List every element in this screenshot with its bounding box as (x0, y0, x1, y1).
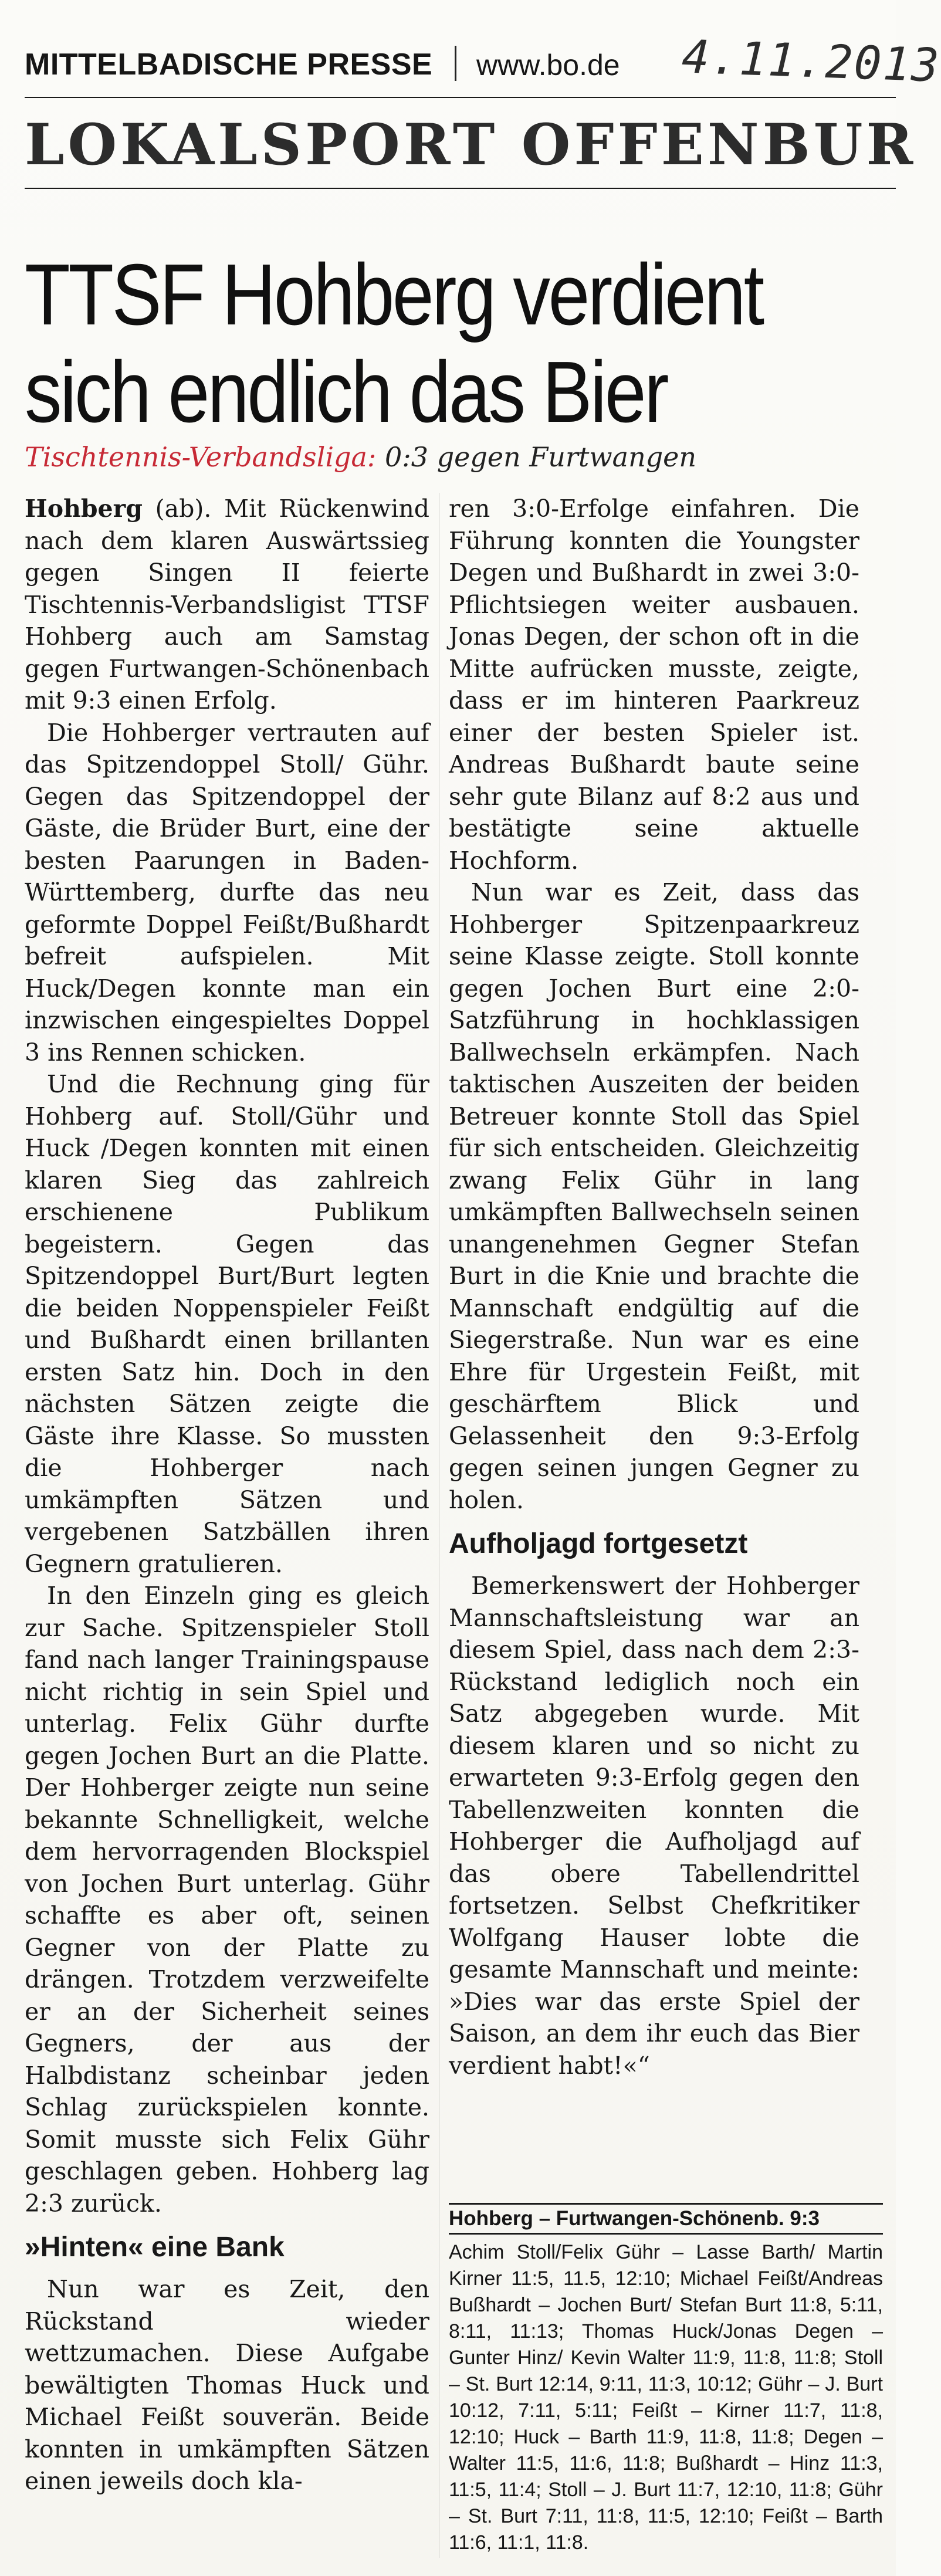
paragraph: In den Einzeln ging es gleich zur Sache. Spitzenspieler Stoll fand nach langer Trainingspause nicht richtig in sein Spiel und unterlag. Felix Gühr durfte gegen Jochen Burt an die Platte. Der Hohberger zeigte nun seine bekannte Schnelligkeit, welche dem hervorragenden Blockspiel von Jochen Burt unterlag. Gühr schaffte es aber oft, seinen Gegner von der Platte zu drängen. Trotzdem verzweifelte er an der Sicherheit seines Gegners, der aus der Halbdistanz scheinbar jeden Schlag zurückspielen konnte. Somit musste sich Felix Gühr geschlagen geben. Hohberg lag 2:3 zurück. (25, 1582, 429, 2218)
section-rule (25, 188, 896, 189)
masthead (25, 31, 941, 93)
section-title: LOKALSPORT OFFENBUR (25, 111, 917, 178)
paragraph: Die Hohberger vertrauten auf das Spitzendoppel Stoll/ Gühr. Gegen das Spitzendoppel der Gäste, die Brüder Burt, eine der besten Paarungen in Baden-Württemberg, durfte das neu geformte Doppel Feißt/Bußhardt befreit aufspielen. Mit Huck/Degen konnte man ein inzwischen eingespieltes Doppel 3 ins Rennen schicken. (25, 718, 429, 1067)
subheading-aufholjagd: Aufholjagd fortgesetzt (449, 1528, 748, 1559)
subhead-league: Tischtennis-Verbandsliga: (25, 441, 377, 473)
results-box (449, 2203, 883, 2556)
subhead-result: 0:3 gegen Furtwangen (376, 441, 697, 473)
headline-line-2: sich endlich das Bier (25, 344, 668, 441)
paragraph: Nun war es Zeit, dass das Hohberger Spitzenpaarkreuz seine Klasse zeigte. Stoll konnte gegen Jochen Burt eine 2:0-Satzführung in hochklassigen Ballwechseln erkämpfen. Nach taktischen Auszeiten der beiden Betreuer konnte Stoll das Spiel für sich entscheiden. Gleichzeitig zwang Felix Gühr in lang umkämpften Ballwechseln seinen unangenehmen Gegner Stefan Burt in die Knie und brachte die Mannschaft endgültig auf die Siegerstraße. Nun war es eine Ehre für Urgestein Feißt, mit geschärftem Blick und Gelassenheit den 9:3-Erfolg gegen seinen jungen Gegner zu holen. (449, 878, 859, 1514)
results-text: Achim Stoll/Felix Gühr – Lasse Barth/ Martin Kirner 11:5, 11.5, 12:10; Michael Feißt/Andreas Bußhardt – Jochen Burt/ Stefan Burt 11:8, 5:11, 8:11, 11:13; Thomas Huck/Jonas Degen – Gunter Hinz/ Kevin Walter 11:9, 11:8, 11:8; Stoll – St. Burt 12:14, 9:11, 11:3, 10:12; Gühr – J. Burt 10:12, 7:11, 5:11; Feißt – Kirner 11:7, 11:8, 12:10; Huck – Barth 11:9, 11:8, 11:8; Degen – Walter 11:5, 11:6, 11:8; Bußhardt – Hinz 11:3, 11:5, 11:4; Stoll – J. Burt 11:7, 12:10, 11:8; Gühr – St. Burt 7:11, 11:8, 11:5, 12:10; Feißt – Barth 11:6, 11:1, 11:8. (449, 2241, 883, 2554)
paper-name: MITTELBADISCHE PRESSE (25, 48, 433, 82)
handwritten-date: 4.11.2013 (681, 31, 941, 93)
headline-line-1: TTSF Hohberg verdient (25, 246, 763, 343)
paragraph: Bemerkenswert der Hohberger Mannschaftsleistung war an diesem Spiel, dass nach dem 2:3-Rückstand lediglich noch ein Satz abgegeben wurde. Mit diesem klaren und so nicht zu erwarteten 9:3-Erfolg gegen den Tabellenzweiten konnten die Hohberger die Aufholjagd auf das obere Tabellendrittel fortsetzen. Selbst Chefkritiker Wolfgang Hauser lobte die gesamte Mannschaft und meinte: »Dies war das erste Spiel der Saison, an dem ihr euch das Bier verdient habt!«“ (449, 1572, 859, 2080)
article-subhead (25, 441, 696, 473)
results-title: Hohberg – Furtwangen-Schönenb. 9:3 (449, 2203, 883, 2235)
paragraph: Und die Rechnung ging für Hohberg auf. Stoll/Gühr und Huck /Degen konnten mit einen klaren Sieg das zahlreich erschienene Publikum begeistern. Gegen das Spitzendoppel Burt/Burt legten die beiden Noppenspieler Feißt und Bußhardt einen brillanten ersten Satz hin. Doch in den nächsten Sätzen zeigte die Gäste ihre Klasse. So mussten die Hohberger nach umkämpften Sätzen und vergebenen Satzbällen ihren Gegnern gratulieren. (25, 1070, 429, 1578)
article-headline (25, 246, 887, 441)
top-rule (25, 97, 896, 98)
website-url: www.bo.de (476, 49, 620, 82)
article-column-1 (25, 493, 429, 2497)
paragraph: Nun war es Zeit, den Rückstand wieder wettzumachen. Diese Aufgabe bewältigten Thomas Huck und Michael Feißt souverän. Beide konnten in umkämpften Sätzen einen jeweils doch kla- (25, 2275, 429, 2495)
paragraph: ren 3:0-Erfolge einfahren. Die Führung konnten die Youngster Degen und Bußhardt in zwei 3:0-Pflichtsiegen weiter ausbauen. Jonas Degen, der schon oft in die Mitte aufrücken musste, zeigte, dass er im hinteren Paarkreuz einer der besten Spieler ist. Andreas Bußhardt baute seine sehr gute Bilanz auf 8:2 aus und bestätigte seine aktuelle Hochform. (449, 495, 859, 875)
article-column-2 (449, 493, 859, 2081)
subheading-hinten: »Hinten« eine Bank (25, 2232, 285, 2263)
masthead-separator (455, 46, 456, 81)
dateline-place: Hohberg (25, 495, 143, 523)
paragraph: Hohberg (ab). Mit Rückenwind nach dem klaren Auswärtssieg gegen Singen II feierte Tischtennis-Verbandsligist TTSF Hohberg auch am Samstag gegen Furtwangen-Schönenbach mit 9:3 einen Erfolg. (25, 495, 429, 715)
